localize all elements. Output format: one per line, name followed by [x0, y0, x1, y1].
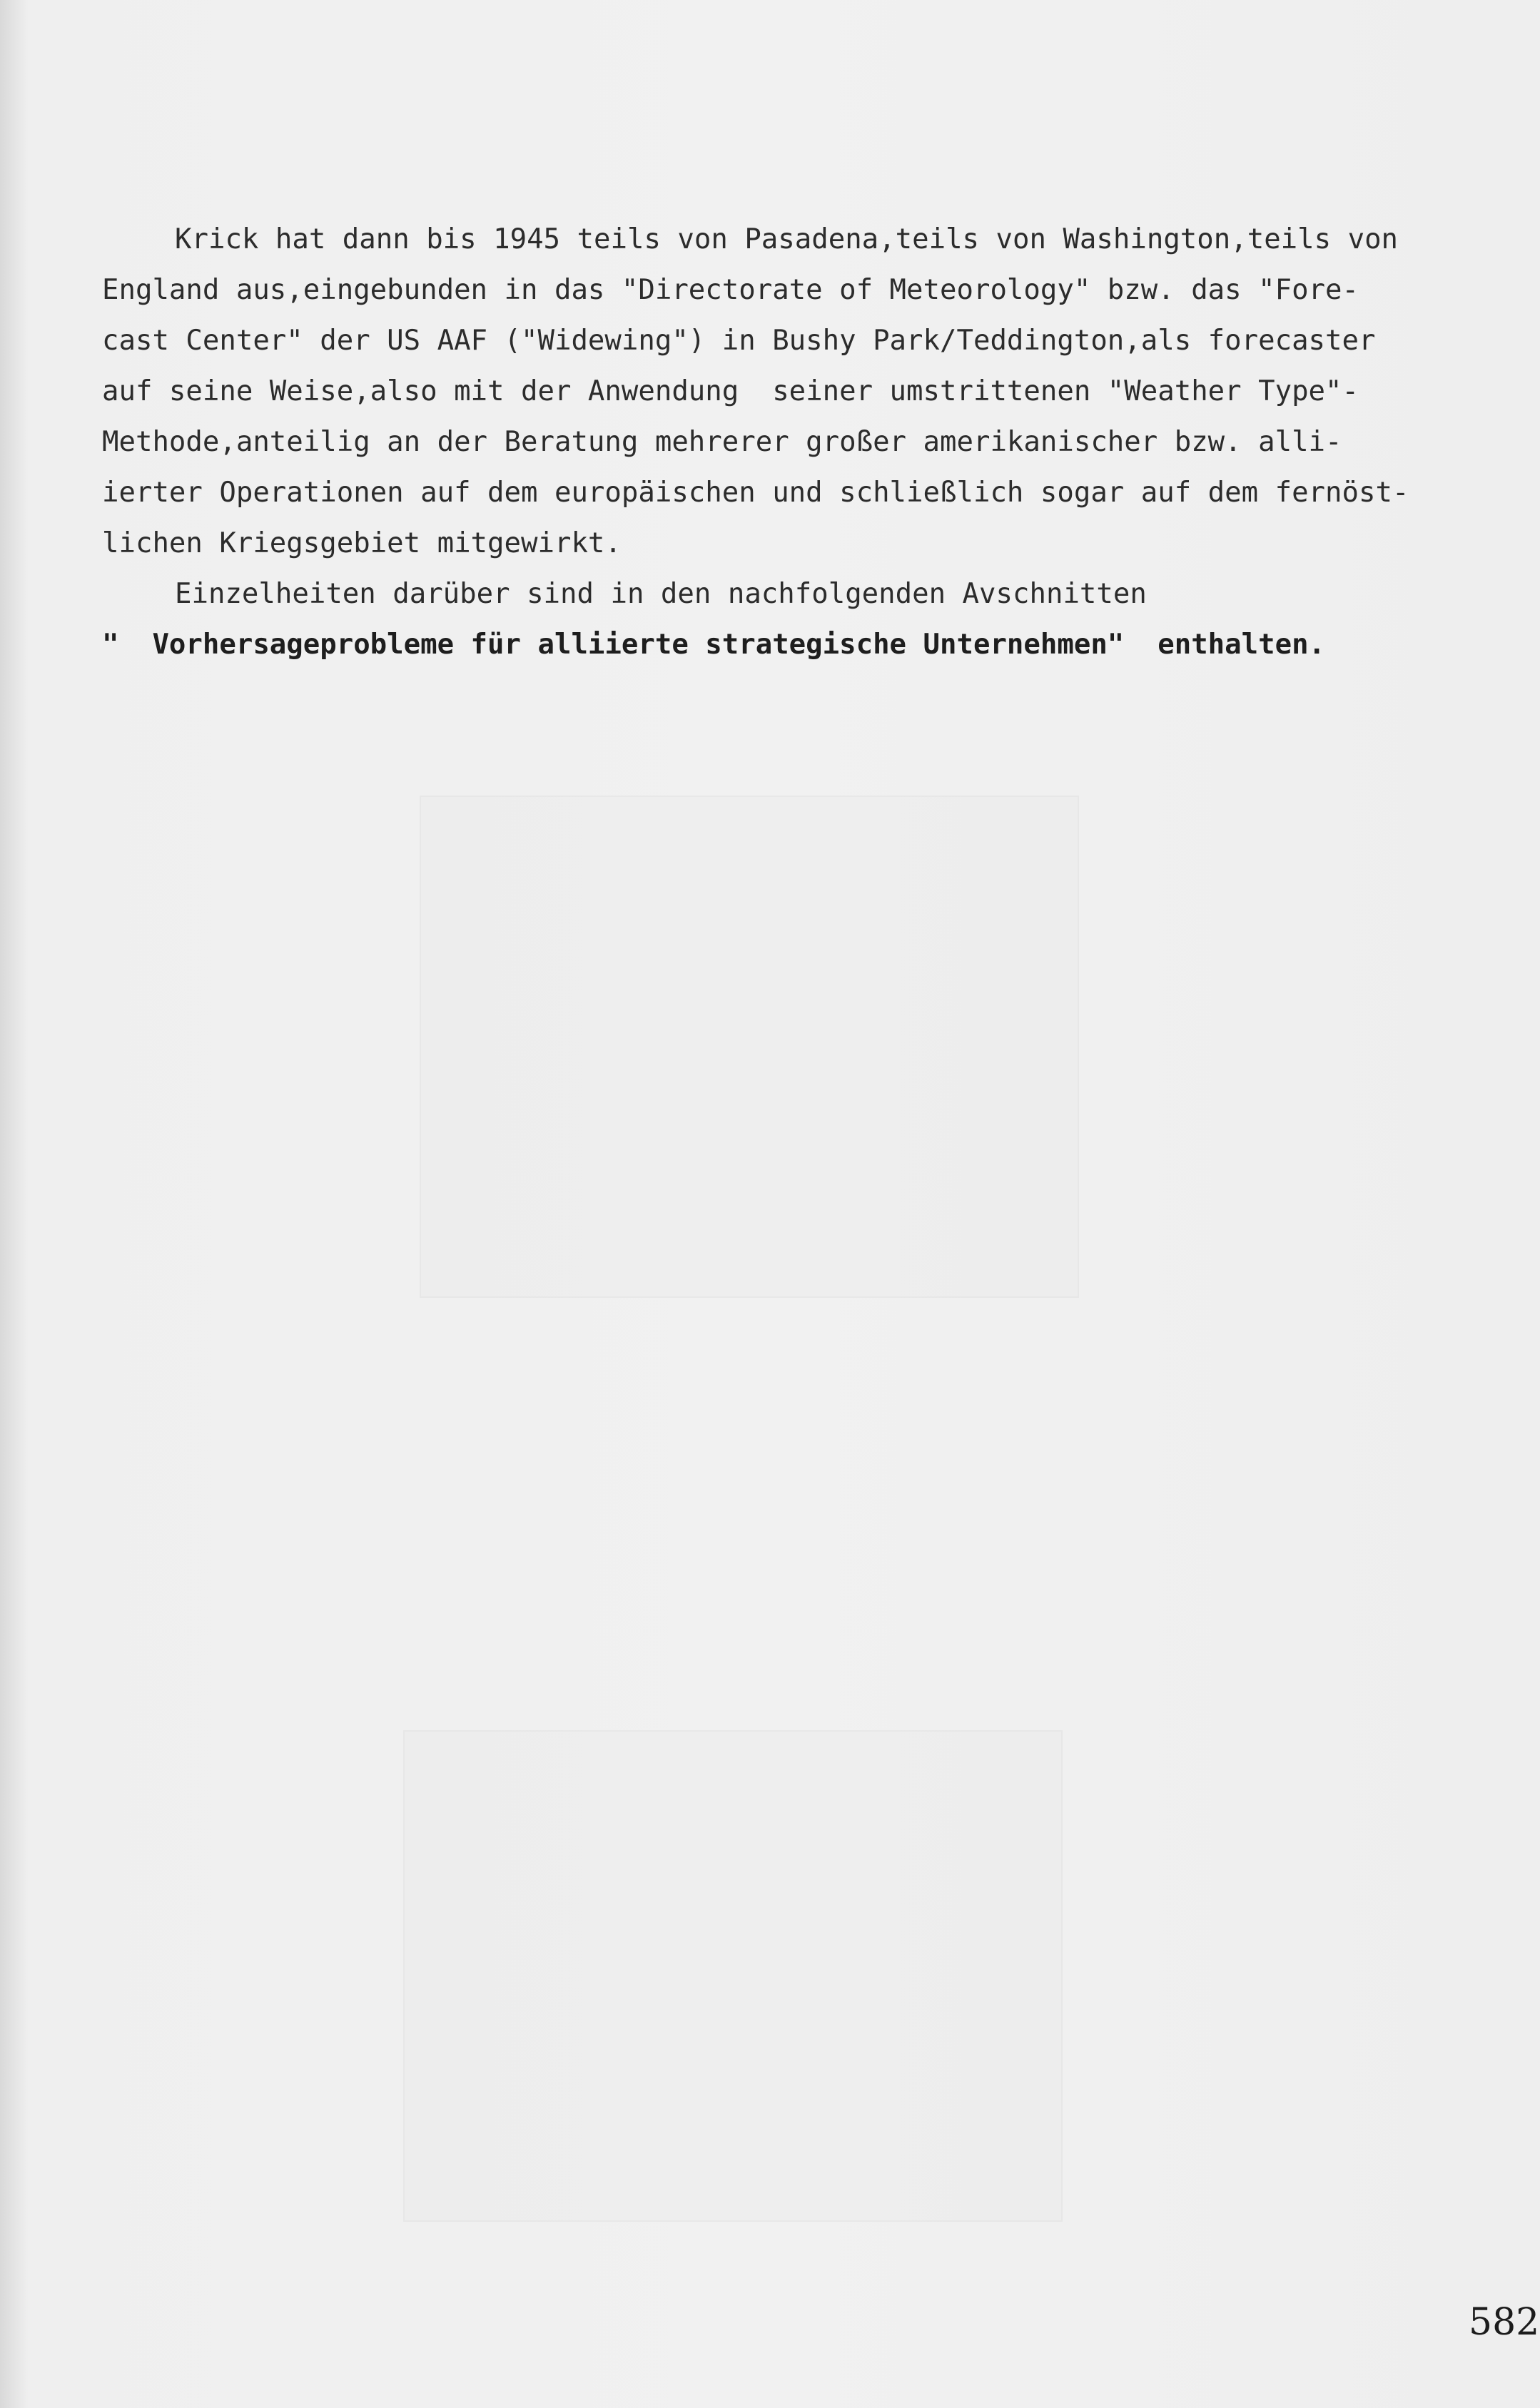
show-through-map-bottom: [403, 1730, 1063, 2222]
text-line-1: Krick hat dann bis 1945 teils von Pasadena,teils von Washington,teils von: [175, 223, 1399, 255]
text-line-2: England aus,eingebunden in das "Directorate of Meteorology" bzw. das "Fore-: [102, 274, 1359, 306]
text-line-9: " Vorhersageprobleme für alliierte strategische Unternehmen" enthalten.: [102, 629, 1326, 661]
text-line-3: cast Center" der US AAF ("Widewing") in Bushy Park/Teddington,als forecaster: [102, 325, 1376, 357]
text-line-6: ierter Operationen auf dem europäischen und schließlich sogar auf dem fernöst-: [102, 477, 1409, 509]
body-text: [102, 214, 1451, 670]
show-through-map-top: [420, 796, 1079, 1298]
page-number: 582: [1469, 2301, 1540, 2344]
text-line-4: auf seine Weise,also mit der Anwendung seiner umstrittenen "Weather Type"-: [102, 375, 1359, 407]
text-line-5: Methode,anteilig an der Beratung mehrerer großer amerikanischer bzw. alli-: [102, 426, 1342, 458]
text-line-8: Einzelheiten darüber sind in den nachfolgenden Avschnitten: [175, 578, 1147, 610]
text-line-7: lichen Kriegsgebiet mitgewirkt.: [102, 527, 622, 559]
